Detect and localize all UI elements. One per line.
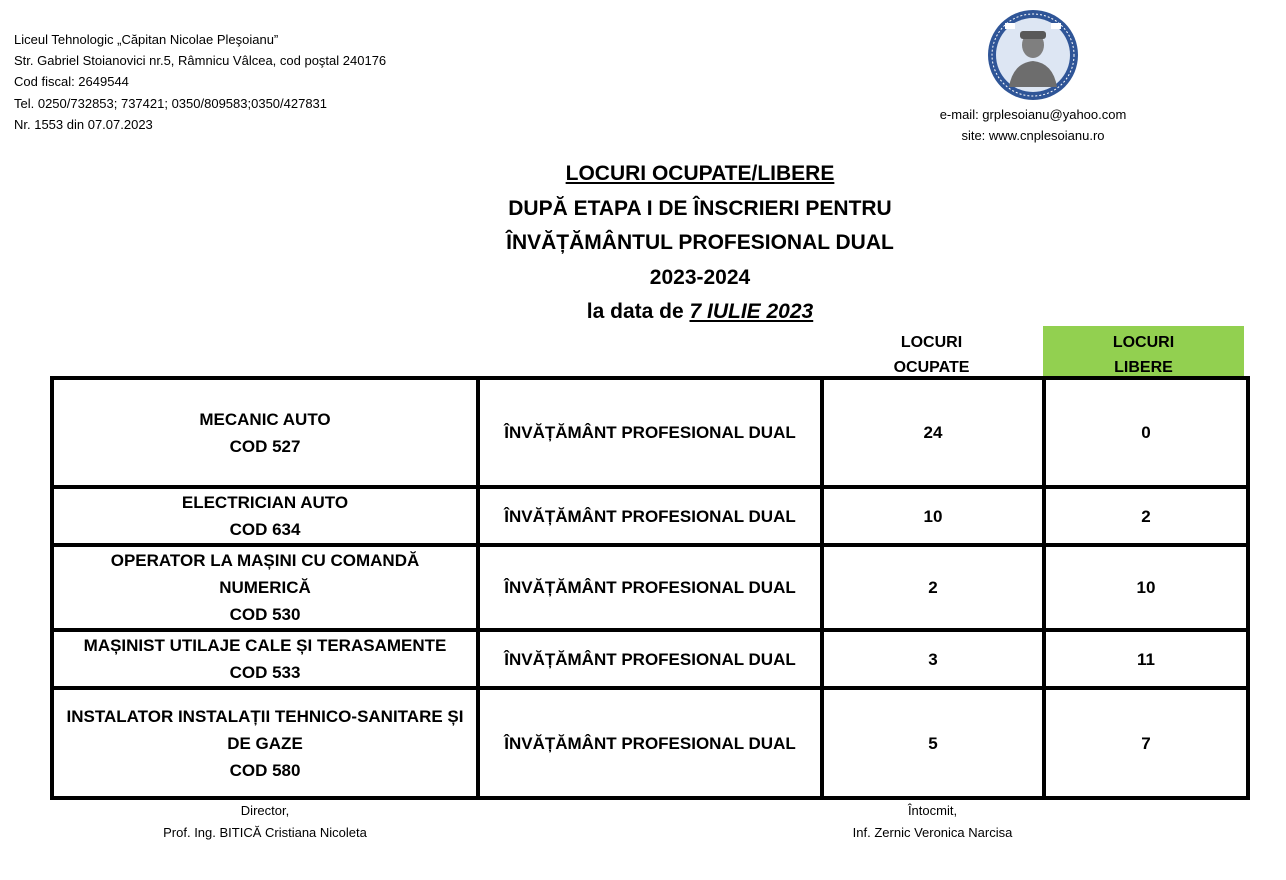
- program-cell: ÎNVĂȚĂMÂNT PROFESIONAL DUAL: [478, 487, 822, 545]
- occupied-cell: 10: [822, 487, 1044, 545]
- qualification-cell: [52, 487, 478, 545]
- director-name: Prof. Ing. BITICĂ Cristiana Nicoleta: [163, 825, 367, 840]
- occupied-header-line-1: LOCURI: [900, 334, 963, 351]
- qualification-cell: [52, 688, 478, 798]
- school-header: [14, 29, 386, 135]
- director-role: Director,: [240, 803, 290, 818]
- qualification-name: MAȘINIST UTILAJE CALE ȘI TERASAMENTE: [83, 636, 447, 655]
- table-row: [52, 630, 1248, 688]
- program-cell: ÎNVĂȚĂMÂNT PROFESIONAL DUAL: [478, 630, 822, 688]
- title-date-line: [320, 295, 1080, 330]
- occupied-seats-header: [821, 328, 1042, 378]
- qualification-code: COD 634: [229, 520, 301, 539]
- fiscal-code: Cod fiscal: 2649544: [14, 74, 129, 90]
- qualification-name: MECANIC AUTO: [199, 409, 331, 429]
- qualification-name: OPERATOR LA MAȘINI CU COMANDĂ: [110, 551, 420, 570]
- qualification-code: COD 533: [229, 663, 301, 682]
- seats-table: [50, 376, 1246, 800]
- table-row: [52, 378, 1248, 487]
- occupied-header-line-2: OCUPATE: [893, 359, 970, 376]
- prepared-by-name: Inf. Zernic Veronica Narcisa: [852, 825, 1013, 840]
- free-cell: 7: [1044, 688, 1248, 798]
- prepared-by-signature: [790, 800, 1075, 844]
- registration-number: Nr. 1553 din 07.07.2023: [14, 116, 153, 132]
- director-signature: [120, 800, 410, 844]
- qualification-name: INSTALATOR INSTALAȚII TEHNICO-SANITARE ȘI: [66, 706, 464, 726]
- prepared-by-role: Întocmit,: [907, 803, 958, 818]
- program-cell: ÎNVĂȚĂMÂNT PROFESIONAL DUAL: [478, 545, 822, 630]
- qualification-name-cont: DE GAZE: [227, 733, 303, 753]
- program-cell: ÎNVĂȚĂMÂNT PROFESIONAL DUAL: [478, 378, 822, 487]
- document-title: [320, 157, 1080, 330]
- table-row: [52, 688, 1248, 798]
- occupied-cell: 2: [822, 545, 1044, 630]
- title-line-1: LOCURI OCUPATE/LIBERE: [565, 162, 835, 185]
- title-line-2: DUPĂ ETAPA I DE ÎNSCRIERI PENTRU: [508, 196, 892, 220]
- date-value: 7 IULIE 2023: [689, 300, 814, 323]
- free-header-line-2: LIBERE: [1114, 359, 1173, 376]
- free-cell: 0: [1044, 378, 1248, 487]
- date-prefix: la data de: [586, 300, 690, 323]
- school-address: Str. Gabriel Stoianovici nr.5, Râmnicu Vâlcea, cod poştal 240176: [14, 53, 387, 69]
- free-seats-header: [1043, 326, 1244, 378]
- occupied-cell: 3: [822, 630, 1044, 688]
- school-seal-logo: [987, 9, 1079, 101]
- email-text: e-mail: grplesoianu@yahoo.com: [939, 107, 1127, 122]
- occupied-cell: 24: [822, 378, 1044, 487]
- website-text: site: www.cnplesoianu.ro: [961, 128, 1105, 143]
- free-cell: 10: [1044, 545, 1248, 630]
- qualification-code: COD 530: [229, 605, 301, 624]
- contact-info: [900, 104, 1166, 146]
- qualification-cell: [52, 378, 478, 487]
- free-cell: 11: [1044, 630, 1248, 688]
- table-row: [52, 545, 1248, 630]
- program-cell: ÎNVĂȚĂMÂNT PROFESIONAL DUAL: [478, 688, 822, 798]
- table-row: [52, 487, 1248, 545]
- title-year: 2023-2024: [649, 265, 751, 289]
- qualification-cell: [52, 630, 478, 688]
- title-line-3: ÎNVĂȚĂMÂNTUL PROFESIONAL DUAL: [506, 231, 894, 254]
- occupied-cell: 5: [822, 688, 1044, 798]
- qualification-name-cont: NUMERICĂ: [219, 578, 311, 597]
- free-header-line-1: LOCURI: [1112, 334, 1175, 351]
- qualification-code: COD 580: [229, 760, 301, 780]
- qualification-name: ELECTRICIAN AUTO: [181, 493, 349, 512]
- qualification-cell: [52, 545, 478, 630]
- school-name: Liceul Tehnologic „Căpitan Nicolae Pleşoianu”: [14, 32, 279, 47]
- qualification-code: COD 527: [229, 436, 301, 456]
- phone-numbers: Tel. 0250/732853; 737421; 0350/809583;0350/427831: [14, 95, 328, 111]
- free-cell: 2: [1044, 487, 1248, 545]
